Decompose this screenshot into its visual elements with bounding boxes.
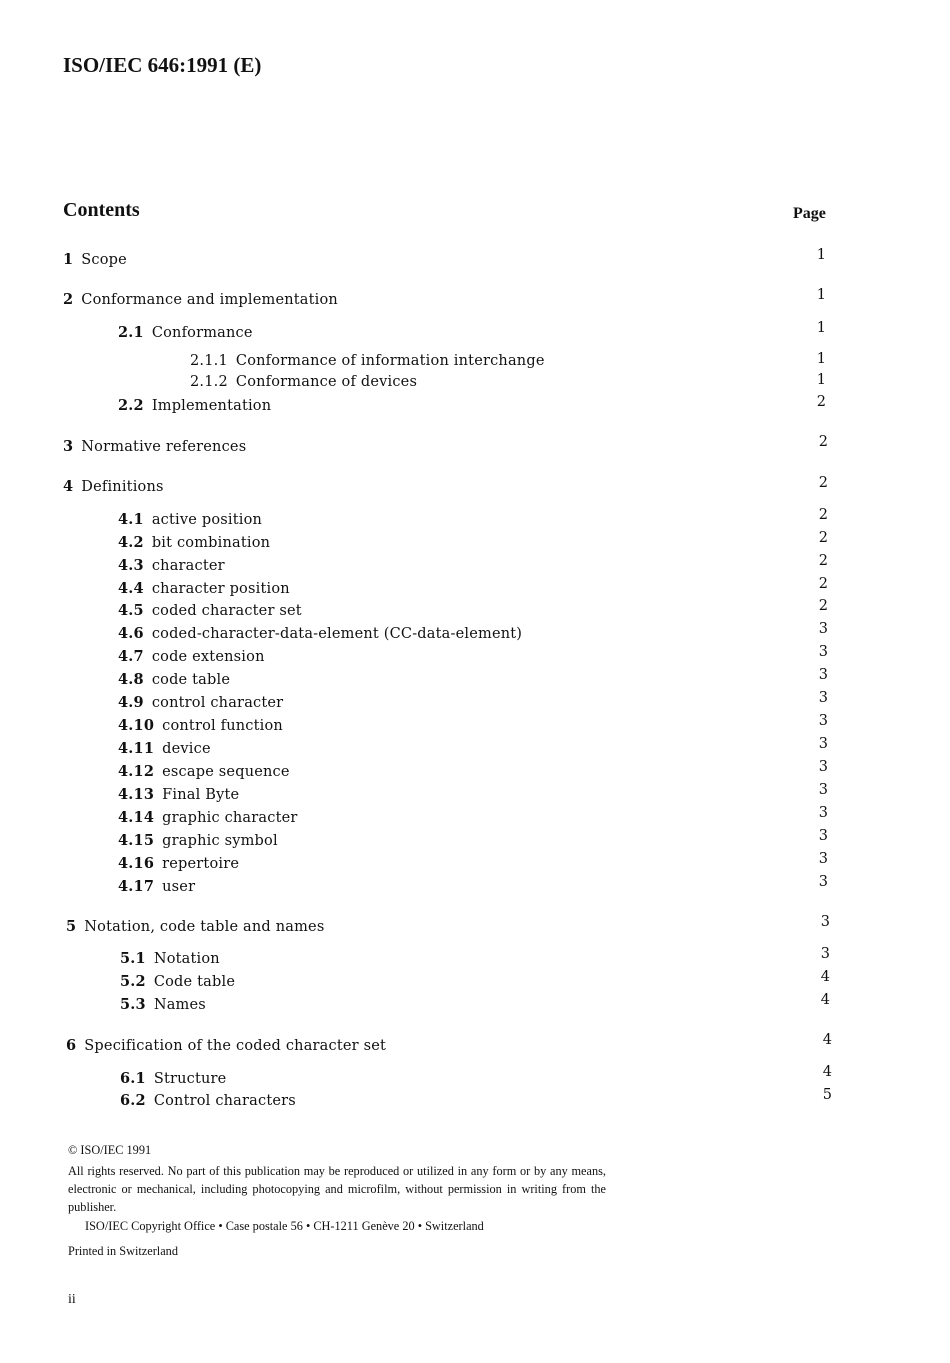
toc-entry-number: 4.15 <box>118 832 155 849</box>
toc-entry-page: 5 <box>822 1087 832 1103</box>
toc-entry-page: 2 <box>818 434 828 450</box>
toc-entry-page: 4 <box>822 1032 832 1048</box>
toc-entry-title: character <box>151 558 225 574</box>
toc-entry-number: 3 <box>63 438 74 455</box>
toc-entry <box>118 786 239 803</box>
toc-entry-title: Specification of the coded character set <box>84 1038 387 1054</box>
toc-entry-number: 4.13 <box>118 786 155 803</box>
toc-entry-page: 4 <box>820 969 830 985</box>
toc-entry-title: graphic symbol <box>162 833 278 849</box>
toc-entry <box>118 648 265 665</box>
toc-entry-number: 4.9 <box>118 694 144 711</box>
toc-entry <box>118 740 211 757</box>
toc-entry <box>118 763 290 780</box>
toc-entry-title: escape sequence <box>162 764 290 780</box>
toc-entry <box>118 832 278 849</box>
toc-entry-page: 2 <box>818 530 828 546</box>
printed-in: Printed in Switzerland <box>68 1244 178 1258</box>
toc-entry <box>63 438 246 455</box>
toc-entry <box>118 397 271 414</box>
toc-entry-page: 2 <box>818 507 828 523</box>
toc-entry-page: 3 <box>818 621 828 637</box>
toc-entry-title: bit combination <box>151 535 271 551</box>
toc-entry-page: 3 <box>818 828 828 844</box>
toc-entry-title: Implementation <box>151 398 272 414</box>
copyright-office-address: ISO/IEC Copyright Office • Case postale 56 • CH-1211 Genève 20 • Switzerland <box>85 1219 484 1233</box>
toc-entry-number: 1 <box>63 251 74 268</box>
copyright-line: © ISO/IEC 1991 <box>68 1143 152 1157</box>
toc-entry-page: 3 <box>818 667 828 683</box>
toc-entry <box>63 478 164 495</box>
toc-entry-title: device <box>162 741 211 757</box>
toc-entry-page: 3 <box>818 805 828 821</box>
toc-entry-page: 2 <box>816 394 826 410</box>
toc-entry-page: 4 <box>822 1064 832 1080</box>
toc-entry <box>118 534 270 551</box>
toc-entry-title: Conformance <box>151 325 253 341</box>
toc-entry-title: Scope <box>81 252 127 268</box>
toc-entry-number: 4.1 <box>118 511 144 528</box>
toc-entry <box>118 694 283 711</box>
toc-entry-page: 3 <box>818 690 828 706</box>
toc-entry <box>118 671 230 688</box>
toc-entry-number: 4.8 <box>118 671 144 688</box>
toc-entry-title: Normative references <box>81 439 247 455</box>
toc-entry-title: code extension <box>151 649 265 665</box>
toc-entry-number: 4.11 <box>118 740 155 757</box>
toc-entry-number: 4.10 <box>118 717 155 734</box>
toc-entry <box>120 950 220 967</box>
toc-entry-page: 3 <box>820 914 830 930</box>
toc-entry-title: control character <box>151 695 284 711</box>
toc-entry <box>118 557 225 574</box>
toc-entry <box>120 996 206 1013</box>
toc-entry-number: 4.5 <box>118 602 144 619</box>
toc-entry-number: 4.16 <box>118 855 155 872</box>
toc-entry <box>66 918 324 935</box>
toc-entry-number: 2.1.1 <box>190 353 228 369</box>
toc-entry-title: Notation, code table and names <box>84 919 325 935</box>
toc-entry-title: Conformance of devices <box>235 374 418 390</box>
toc-entry-title: Notation <box>153 951 220 967</box>
contents-title: Contents <box>63 199 140 221</box>
toc-entry-page: 4 <box>820 992 830 1008</box>
toc-entry-number: 2 <box>63 291 74 308</box>
toc-entry-title: code table <box>151 672 231 688</box>
toc-entry-title: Control characters <box>153 1093 296 1109</box>
toc-entry-number: 4.3 <box>118 557 144 574</box>
toc-entry <box>118 511 262 528</box>
page-column-label: Page <box>793 205 826 222</box>
toc-entry-number: 4.2 <box>118 534 144 551</box>
toc-entry <box>118 602 302 619</box>
toc-entry-number: 5.3 <box>120 996 146 1013</box>
toc-entry <box>63 251 127 268</box>
toc-entry-page: 3 <box>818 736 828 752</box>
toc-entry-page: 2 <box>818 475 828 491</box>
toc-entry <box>118 809 298 826</box>
toc-entry <box>118 878 195 895</box>
toc-entry-number: 4.14 <box>118 809 155 826</box>
toc-entry-number: 2.1 <box>118 324 144 341</box>
toc-entry-number: 4.6 <box>118 625 144 642</box>
toc-entry-page: 1 <box>816 372 826 388</box>
toc-entry-page: 3 <box>820 946 830 962</box>
toc-entry <box>118 717 283 734</box>
toc-entry-number: 5.2 <box>120 973 146 990</box>
toc-entry-title: user <box>162 879 196 895</box>
toc-entry-page: 3 <box>818 644 828 660</box>
toc-entry <box>120 973 235 990</box>
toc-entry-title: graphic character <box>162 810 298 826</box>
toc-entry-number: 4 <box>63 478 74 495</box>
toc-entry-title: coded-character-data-element (CC-data-element) <box>151 626 523 642</box>
toc-entry <box>118 580 290 597</box>
toc-entry-page: 3 <box>818 874 828 890</box>
toc-entry-page: 3 <box>818 759 828 775</box>
toc-entry <box>120 1092 296 1109</box>
toc-entry-number: 5.1 <box>120 950 146 967</box>
toc-entry-number: 2.1.2 <box>190 374 228 390</box>
toc-entry-title: Conformance of information interchange <box>235 353 545 369</box>
toc-entry-page: 2 <box>818 553 828 569</box>
toc-entry <box>118 855 239 872</box>
toc-entry <box>63 291 338 308</box>
toc-entry <box>120 1070 226 1087</box>
toc-entry-title: coded character set <box>151 603 302 619</box>
toc-entry-number: 6.1 <box>120 1070 146 1087</box>
toc-entry-number: 2.2 <box>118 397 144 414</box>
toc-entry <box>190 374 417 390</box>
toc-entry-page: 1 <box>816 320 826 336</box>
page-number: ii <box>68 1292 76 1307</box>
toc-entry-page: 3 <box>818 782 828 798</box>
toc-entry <box>66 1037 386 1054</box>
toc-entry-title: Definitions <box>81 479 164 495</box>
toc-entry-title: active position <box>151 512 263 528</box>
toc-entry-number: 5 <box>66 918 77 935</box>
rights-statement: All rights reserved. No part of this publication may be reproduced or utilized in any form or by any means, electronic or mechanical, including photocopying and microfilm, without permission in writing from the publisher. <box>68 1164 606 1214</box>
toc-entry-title: control function <box>162 718 283 734</box>
toc-entry-number: 4.12 <box>118 763 155 780</box>
toc-entry-number: 4.4 <box>118 580 144 597</box>
toc-entry-number: 4.17 <box>118 878 155 895</box>
toc-entry-page: 1 <box>816 247 826 263</box>
toc-entry-page: 3 <box>818 713 828 729</box>
toc-entry-number: 6 <box>66 1037 77 1054</box>
toc-entry-title: Names <box>153 997 206 1013</box>
toc-entry <box>118 625 522 642</box>
toc-entry-page: 2 <box>818 598 828 614</box>
toc-entry-number: 6.2 <box>120 1092 146 1109</box>
toc-entry-page: 3 <box>818 851 828 867</box>
toc-entry-title: Structure <box>153 1071 227 1087</box>
toc-entry-number: 4.7 <box>118 648 144 665</box>
toc-entry-page: 1 <box>816 351 826 367</box>
toc-entry-title: Conformance and implementation <box>81 292 338 308</box>
toc-entry-title: Code table <box>153 974 236 990</box>
document-header: ISO/IEC 646:1991 (E) <box>63 53 262 77</box>
toc-entry <box>118 324 253 341</box>
toc-entry <box>190 353 545 369</box>
toc-entry-page: 1 <box>816 287 826 303</box>
toc-entry-title: Final Byte <box>162 787 240 803</box>
toc-entry-title: character position <box>151 581 290 597</box>
toc-entry-title: repertoire <box>162 856 240 872</box>
toc-entry-page: 2 <box>818 576 828 592</box>
